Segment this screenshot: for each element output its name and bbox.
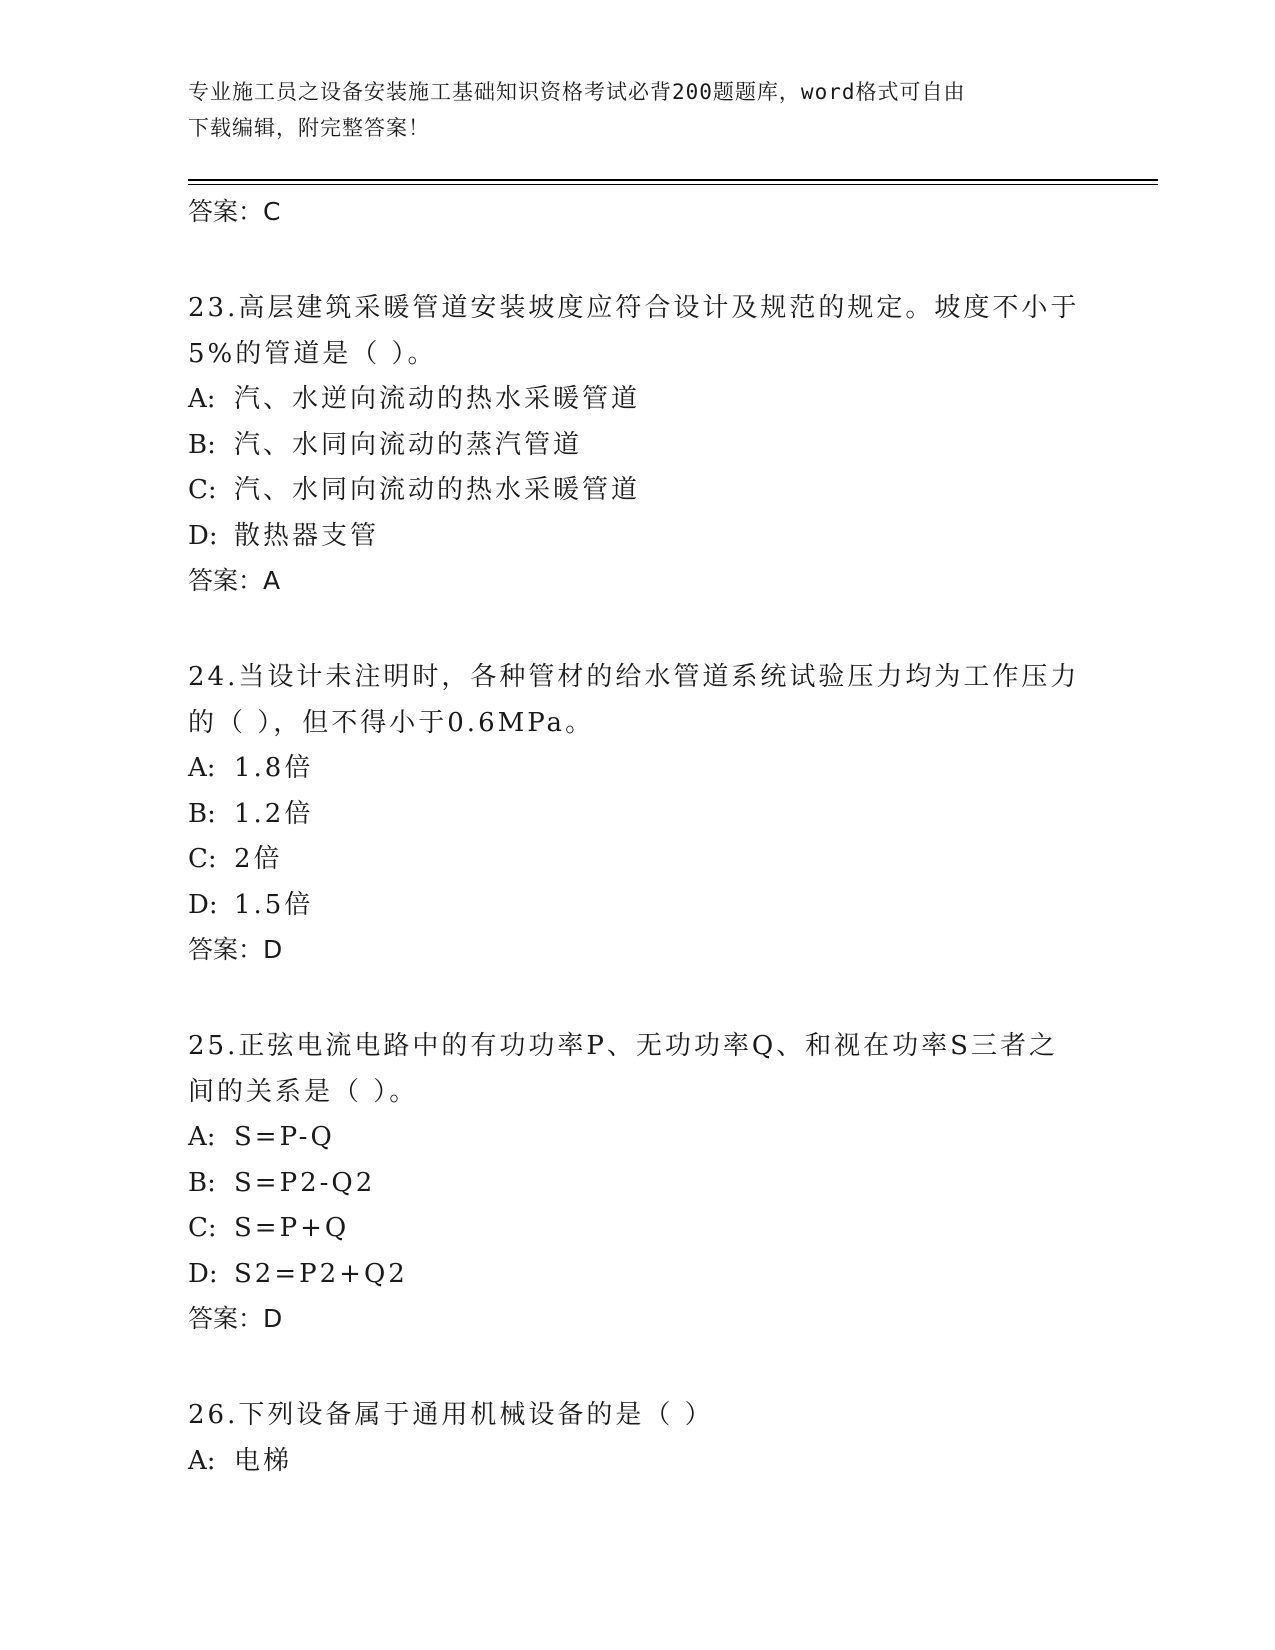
option-text: 散热器支管	[234, 520, 380, 551]
answer-line: 答案：D	[188, 935, 283, 964]
option-letter: C:	[188, 475, 217, 505]
header-rule-thick	[188, 179, 1158, 181]
option-text: S2=P2+Q2	[234, 1258, 408, 1289]
option-b	[188, 1161, 1168, 1207]
option-letter: A:	[188, 1122, 216, 1152]
question-text-line: 5%的管道是（ ）。	[188, 338, 437, 369]
option-text: S=P2-Q2	[234, 1167, 376, 1198]
option-text: S=P-Q	[234, 1122, 335, 1152]
option-d	[188, 1252, 1168, 1298]
option-b	[188, 792, 1168, 838]
question-text-line: 26.下列设备属于通用机械设备的是（ ）	[188, 1400, 714, 1430]
option-text: 1.5倍	[234, 889, 314, 920]
option-text: S=P+Q	[234, 1213, 350, 1243]
option-text: 汽、水逆向流动的热水采暖管道	[234, 384, 641, 414]
question-text-line: 23.高层建筑采暖管道安装坡度应符合设计及规范的规定。坡度不小于	[188, 293, 1080, 323]
option-letter: D:	[188, 1258, 218, 1289]
question-item	[188, 286, 1168, 603]
option-c	[188, 837, 1168, 883]
option-d	[188, 514, 1168, 560]
header-line-1: 专业施工员之设备安装施工基础知识资格考试必背200题题库，word格式可自由	[188, 80, 966, 104]
option-b	[188, 423, 1168, 469]
question-text-line: 间的关系是（ ）。	[188, 1076, 419, 1107]
option-letter: B:	[188, 798, 216, 829]
question-text-line: 24.当设计未注明时，各种管材的给水管道系统试验压力均为工作压力	[188, 662, 1080, 692]
question-list	[188, 190, 1168, 1484]
option-a	[188, 377, 1168, 423]
option-c	[188, 468, 1168, 514]
option-d	[188, 883, 1168, 929]
option-letter: D:	[188, 889, 218, 920]
document-header	[188, 74, 1088, 146]
option-text: 汽、水同向流动的热水采暖管道	[234, 475, 641, 505]
header-line-2: 下载编辑，附完整答案！	[188, 116, 430, 140]
header-rule-thin	[188, 184, 1158, 185]
option-letter: A:	[188, 1445, 216, 1476]
option-letter: C:	[188, 1213, 217, 1243]
question-text-line: 25.正弦电流电路中的有功功率P、无功功率Q、和视在功率S三者之	[188, 1031, 1058, 1061]
answer-line: 答案：A	[188, 566, 281, 595]
option-c	[188, 1206, 1168, 1252]
option-text: 汽、水同向流动的蒸汽管道	[234, 429, 583, 460]
question-text-line: 的（ ），但不得小于0.6MPa。	[188, 707, 595, 738]
answer-line: 答案：D	[188, 1304, 283, 1333]
option-a	[188, 1439, 1168, 1485]
option-a	[188, 746, 1168, 792]
option-letter: B:	[188, 1167, 216, 1198]
question-item	[188, 1393, 1168, 1484]
option-letter: D:	[188, 520, 218, 551]
option-letter: B:	[188, 429, 216, 460]
option-a	[188, 1115, 1168, 1161]
option-text: 电梯	[234, 1445, 293, 1476]
option-text: 1.8倍	[234, 753, 314, 783]
option-letter: A:	[188, 384, 216, 414]
question-item	[188, 655, 1168, 972]
answer-line: 答案：C	[188, 197, 281, 226]
option-text: 1.2倍	[234, 798, 314, 829]
option-letter: A:	[188, 753, 216, 783]
option-text: 2倍	[234, 844, 283, 874]
question-item	[188, 1024, 1168, 1341]
option-letter: C:	[188, 844, 217, 874]
